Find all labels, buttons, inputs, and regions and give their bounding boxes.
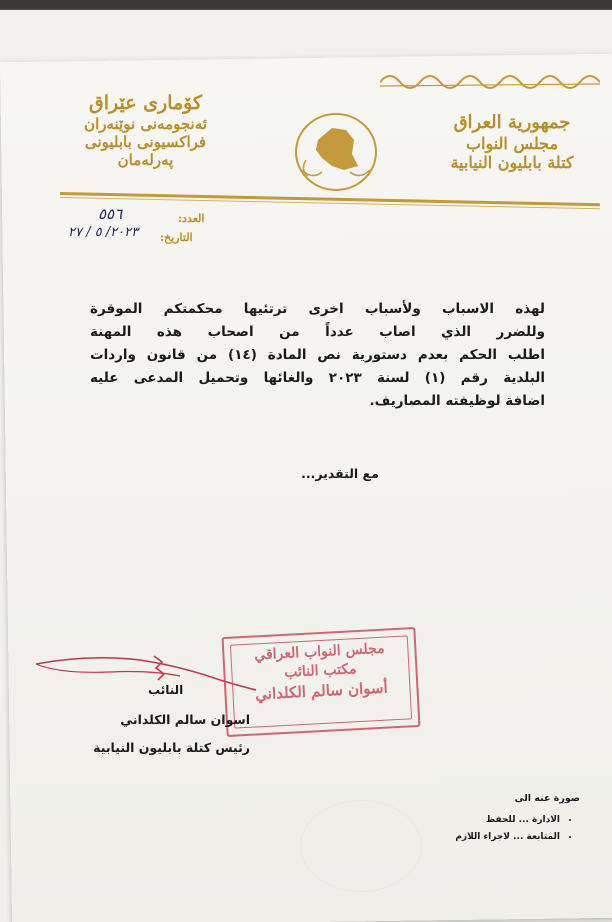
signatory-name: اسوان سالم الكلداني — [120, 712, 250, 727]
iraq-emblem-icon — [292, 110, 380, 194]
copies-item: • الادارة ... للحفظ — [400, 812, 560, 829]
letterhead-kurdish-council: ئەنجومەنی نوێنەران — [84, 114, 207, 133]
body-line: البلدية رقم (١) لسنة ٢٠٢٣ والغائها وتحميل المدعى عليه — [90, 370, 545, 386]
stamp-inner-border — [230, 635, 412, 728]
closing-regards: مع التقدير... — [301, 466, 379, 481]
official-stamp — [222, 627, 421, 737]
copies-list — [400, 812, 576, 846]
stamp-line-3: أسوان سالم الكلداني — [254, 678, 389, 704]
copies-label: صورة عنه الى — [514, 793, 580, 804]
body-line: اطلب الحكم بعدم دستورية نص المادة (١٤) من قانون واردات — [90, 347, 545, 363]
letterhead-kurdish — [58, 92, 233, 169]
ref-number-label: العدد: — [178, 212, 205, 225]
letter-body — [90, 298, 545, 413]
body-line: اضافة لوظيفته المصاريف. — [369, 393, 545, 409]
copies-item: • المتابعة ... لاجراء اللازم — [400, 829, 560, 846]
body-line: وللضرر الذي اصاب عدداً من اصحاب هذه المهنة — [90, 324, 545, 340]
stamp-line-1: مجلس النواب العراقي — [253, 640, 385, 664]
letterhead-arabic — [432, 112, 592, 172]
gold-ornament-border — [380, 60, 600, 90]
letterhead-country: جمهورية العراق — [453, 112, 571, 133]
stamp-line-2: مكتب النائب — [283, 661, 357, 681]
letterhead-council: مجلس النواب — [465, 133, 559, 153]
letterhead-kurdish-country: كۆماری عێراق — [88, 92, 203, 114]
letterhead-bloc: كتلة بابليون النيابية — [450, 152, 574, 172]
ref-date-value: ٢٠٢٣/ ٥ / ٢٧ — [68, 225, 139, 240]
letterhead-kurdish-bloc: فراكسیونی بابلیونی پەرلەمان — [84, 132, 207, 169]
ref-date-label: التاريخ: — [160, 231, 193, 244]
signatory-title: النائب — [148, 683, 184, 697]
ref-number-value: ٥٥٦ — [98, 205, 123, 223]
signatory-position: رئيس كتلة بابليون النيابية — [93, 740, 250, 755]
body-line: لهذه الاسباب ولأسباب اخرى ترتئيها محكمتكم الموقرة — [90, 301, 545, 317]
